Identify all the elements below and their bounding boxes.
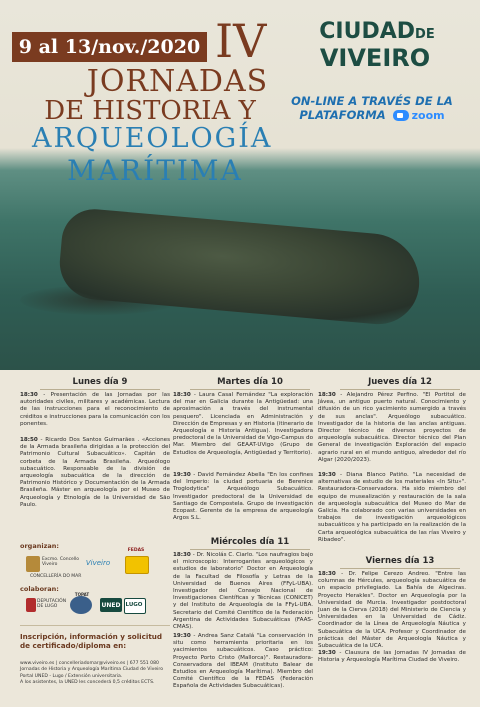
event-time: 18:30 bbox=[173, 392, 191, 398]
event-time: 19:30 bbox=[318, 472, 336, 478]
topat-logo-text: TOPAT bbox=[74, 592, 90, 597]
tuesday-event-2 bbox=[173, 472, 313, 522]
fedas-logo-icon bbox=[125, 556, 149, 574]
event-text: - Clausura de las Jornadas IV Jornadas de Historia y Arqueología Marítima Ciudad de Viveiro. bbox=[318, 650, 466, 664]
event-time: 19:30 bbox=[318, 650, 336, 656]
contact-line: Portal UNED - Lugo / Extensión universitaria. bbox=[20, 673, 123, 679]
event-text: - Andrea Sanz Catalá "La conservación in situ como herramienta prioritaria en los yacimientos subacuáticos. Caso práctico: Proyecto Porto Cristo (Mallorca)". Restauradora-Conservadora del IBEAM (Instituto Balear de Estudios en Arqueología Marítima). Miembro del Comité Científico de la FEDAS (Federación Española de Actividades Subacuáticas). bbox=[173, 633, 313, 690]
collaborators-label: colaboran: bbox=[20, 585, 59, 593]
title-line-1: JORNADAS bbox=[86, 64, 269, 99]
zoom-camera-icon bbox=[393, 110, 409, 121]
friday-event-2 bbox=[318, 650, 466, 664]
title-line-2: DE HISTORIA Y bbox=[44, 96, 256, 126]
viveiro-crest-icon bbox=[26, 556, 40, 572]
event-text: - Dr. Nicolás C. Ciarlo. "Los naufragios bajo el microscopio: Interrogantes arqueológicos y estudios de laboratorio" Doctor en Arqueología de la Facultad de Filosofía y Letras de la Universidad de Buenos Aires (FFyL-UBA). Investigador del Consejo Nacional de Investigaciones Científicas y Técnicas (CONICET) y del Instituto de Arqueología de la FFyL-UBA. Secretario del Comité Científico de la Federación Argentina de Actividades Subacuáticas (FAAS-CMAS). bbox=[173, 552, 313, 631]
friday-event-1 bbox=[318, 571, 466, 650]
day-heading-friday: Viernes día 13 bbox=[340, 556, 460, 569]
event-text: - David Fernández Abella "En los confines del Imperio: la ciudad portuaria de Berenice Troglodytica" Arqueólogo Subacuático. Investigador predoctoral de la Universidad de Santiago de Compostela. Grupo de investigación Ecopast. Gerente de la empresa de arqueología Argos S.L. bbox=[173, 472, 313, 522]
wednesday-event-1 bbox=[173, 552, 313, 631]
event-text: - Dr. Felipe Cerezo Andreo. "Entre las columnas de Hércules, arqueología subacuática de un espacio privilegiado. La Bahía de Algeciras. Proyecto Herakles". Doctor en Arqueología por la Universidad de Murcia. Investigador postdoctoral Juan de la Cierva (2018) del Ministerio de Ciencia y Universidades en la Universidad de Cádiz. Coordinador de la Línea de Arqueología Náutica y Subacuática de la UCA. Profesor y Coordinador de prácticas del Máster de Arqueología Náutica y Subacuática de la UCA. bbox=[318, 571, 466, 650]
wednesday-event-2 bbox=[173, 633, 313, 691]
concello-logo-text: Excmo. Concello Viveiro bbox=[42, 557, 80, 567]
day-heading-wednesday: Miércoles día 11 bbox=[190, 537, 310, 550]
event-time: 19:30 bbox=[173, 472, 191, 478]
monday-event-1 bbox=[20, 392, 170, 428]
contact-line: A los asistentes, la UNED les concederá 0,5 créditos ECTS. bbox=[20, 680, 155, 686]
event-text: - Diana Blanco Patiño. "La necesidad de alternativas de estudio de los materiales «In Situ»". Restauradora-Conservadora. Ha sido miembro del equipo de musealización y restauración de la sala de arqueología subacuática del Museo do Mar de Galicia. Ha colaborado con varias universidades en trabajos de investigación arqueológicos subacuáticos y ha participado en la realización de la Carta arqueológica subacuática de las rías Viveiro y Ribadeo". bbox=[318, 472, 466, 543]
event-time: 18:30 bbox=[20, 392, 38, 398]
contact-line: Jornadas de Historia y Arqueología Marítima Ciudad de Viveiro bbox=[20, 667, 164, 673]
event-time: 18:30 bbox=[318, 392, 336, 398]
event-time: 19:30 bbox=[173, 633, 191, 639]
city-brand-top bbox=[292, 20, 462, 47]
city-brand-de: DE bbox=[415, 27, 435, 42]
zoom-label: zoom bbox=[411, 109, 445, 122]
day-heading-tuesday: Martes día 10 bbox=[190, 377, 310, 390]
uned-logo-text: UNED bbox=[101, 602, 121, 609]
lugo-crest-icon bbox=[26, 598, 36, 612]
event-text: - Alejandro Pérez Perfino. "El Portitol de Jávea, un antiguo puerto natural. Conocimiento y difusión de un rico yacimiento sumergido a través de sus anclas". Arqueólogo subacuático. Investigador de la historia de las anclas antiguas. Director técnico de diversos proyectos de arqueología subacuática. Director técnico del Plan General de investigación Exploración del espacio agrario rural en el mundo antiguo, alrededor del río Algar (2020/2023). bbox=[318, 392, 466, 463]
event-text: - Laura Casal Fernández "La exploración del mar en Galicia durante la Antigüedad: una aproximación a través del instrumental pesquero". Licenciada en Administración y Dirección de Empresas y en Historia (itinerario de Arqueología e Historia Antigua). Investigadora predoctoral de la Universidad de Vigo-Campus do Mar. Miembro del GEAAT-UVigo (Grupo de Estudios de Arqueología, Antigüedad y Territorio). bbox=[173, 392, 313, 456]
title-line-3: ARQUEOLOGÍA bbox=[32, 123, 273, 154]
event-time: 18:30 bbox=[173, 552, 191, 558]
contact-line: www.viveiro.es | concelleriadomar@viveiro.es | 677 551 080 bbox=[20, 661, 159, 666]
event-text: - Presentación de las Jornadas por las autoridades civiles, militares y académicas. Lectura de las instrucciones para el reconocimiento de créditos e instrucciones para la comunicación con los ponentes. bbox=[20, 392, 170, 427]
uned-lugo-text: LUGO bbox=[125, 602, 143, 608]
day-heading-monday: Lunes día 9 bbox=[40, 377, 160, 390]
day-heading-thursday: Jueves día 12 bbox=[340, 377, 460, 390]
topat-logo-icon bbox=[70, 596, 92, 614]
thursday-event-1 bbox=[318, 392, 466, 464]
thursday-event-2 bbox=[318, 472, 466, 544]
concelleria-caption: CONCELLERÍA DO MAR bbox=[30, 574, 82, 579]
online-text: ON-LINE A TRAVÉS DE LA PLATAFORMA bbox=[291, 94, 453, 122]
organizers-label: organizan: bbox=[20, 542, 59, 550]
city-brand-word: CIUDAD bbox=[319, 19, 416, 44]
online-notice bbox=[282, 94, 462, 123]
title-line-4: MARÍTIMA bbox=[67, 154, 243, 187]
footer-divider bbox=[20, 625, 170, 626]
viveiro-logo-text: Viveiro bbox=[85, 559, 111, 567]
event-dates: 9 al 13/nov./2020 bbox=[12, 32, 207, 62]
event-time: 18:50 bbox=[20, 437, 38, 443]
event-text: - Ricardo Dos Santos Guimarães . «Acciones de la Armada brasileña dirigidas a la protección del Patrimonio Cultural Subacuático». Capitán de corbeta de la Armada Brasileña. Arqueólogo subacuático. Responsable de la división de arqueología subacuática de la dirección de Patrimonio Histórico y Documentación de la Armada Brasileña. Máster en arqueología por el Museo de Arqueología y Etnología de la Universidad de São Paulo. bbox=[20, 437, 170, 508]
city-brand-bottom: VIVEIRO bbox=[319, 44, 431, 72]
tuesday-event-1 bbox=[173, 392, 313, 457]
deputacion-lugo-logo: DEPUTACIÓN DE LUGO bbox=[37, 599, 67, 609]
registration-heading: Inscripción, información y solicitud de certificado/diploma en: bbox=[20, 632, 163, 650]
monday-event-2 bbox=[20, 437, 170, 509]
edition-number: IV bbox=[215, 14, 267, 68]
registration-details bbox=[20, 661, 170, 687]
fedas-logo-text: FEDAS bbox=[127, 548, 145, 553]
event-time: 18:30 bbox=[318, 571, 336, 577]
